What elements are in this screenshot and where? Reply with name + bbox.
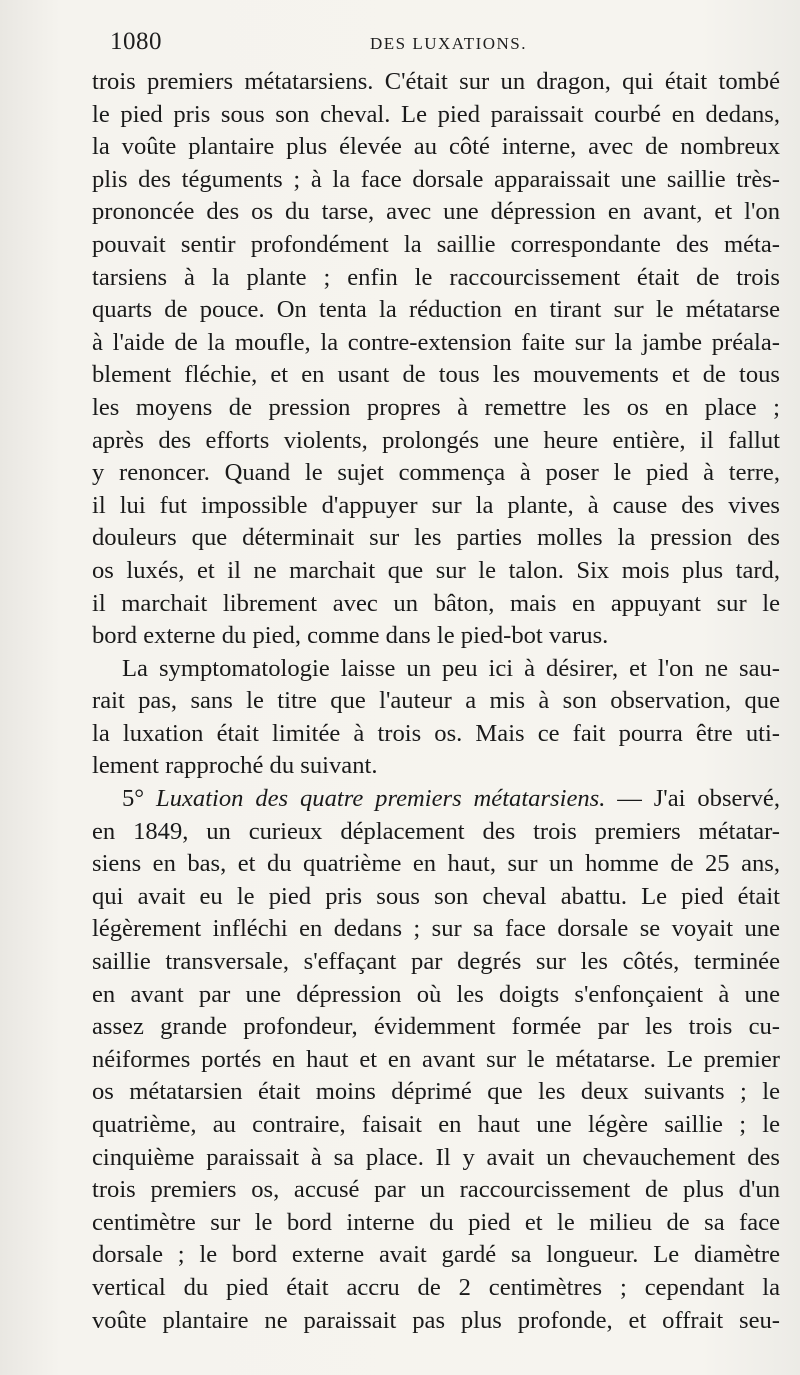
text-line: prononcée des os du tarse, avec une dépression en avant, et l'on [92,198,780,226]
text-line: plis des téguments ; à la face dorsale apparaissait une saillie très- [92,165,780,193]
text-line: trois premiers métatarsiens. C'était sur un dragon, qui était tombé [92,68,780,95]
running-title: DES LUXATIONS. [370,34,527,53]
page-number: 1080 [110,28,162,55]
text-line: siens en bas, et du quatrième en haut, sur un homme de 25 ans, [92,850,780,878]
page-header [0,28,800,62]
text-line: assez grande profondeur, évidemment formée par les trois cu- [92,1013,780,1041]
section-number: 5° [122,785,145,813]
text-line: qui avait eu le pied pris sous son cheval abattu. Le pied était [92,882,780,910]
text-line: quatrième, au contraire, faisait en haut une légère saillie ; le [92,1111,780,1138]
text-line: néiformes portés en haut et en avant sur le métatarse. Le premier [92,1045,780,1073]
text-line: blement fléchie, et en usant de tous les mouvements et de tous [92,361,780,389]
paragraph-1 [92,66,780,653]
text-line: os luxés, et il ne marchait que sur le talon. Six mois plus tard, [92,556,780,584]
text-line: lement rapproché du suivant. [92,752,378,780]
text-line: vertical du pied était accru de 2 centimètres ; cependant la [92,1273,780,1301]
text-line: il marchait librement avec un bâton, mais en appuyant sur le [92,589,780,617]
text-line: centimètre sur le bord interne du pied et le milieu de sa face [92,1208,780,1236]
text-line: os métatarsien était moins déprimé que les deux suivants ; le [92,1078,780,1106]
text-line: rait pas, sans le titre que l'auteur a mis à son observation, que [92,687,780,715]
text-line: pouvait sentir profondément la saillie correspondante des méta- [92,230,780,258]
text-line: voûte plantaire ne paraissait pas plus profonde, et offrait seu- [92,1306,780,1334]
text-line: dorsale ; le bord externe avait gardé sa longueur. Le diamètre [92,1241,780,1269]
text-line: à l'aide de la moufle, la contre-extension faite sur la jambe préala- [92,328,780,356]
text-line: les moyens de pression propres à remettre les os en place ; [92,393,780,421]
text-line: tarsiens à la plante ; enfin le raccourcissement était de trois [92,263,780,291]
text-line: y renoncer. Quand le sujet commença à poser le pied à terre, [92,459,780,487]
body-text [92,66,780,1337]
text-line: quarts de pouce. On tenta la réduction en tirant sur le métatarse [92,296,780,324]
text-line: la voûte plantaire plus élevée au côté interne, avec de nombreux [92,133,780,161]
text-line: le pied pris sous son cheval. Le pied paraissait courbé en dedans, [92,100,780,128]
paragraph-2 [92,653,780,783]
paragraph-3 [92,783,780,1337]
text-line: la luxation était limitée à trois os. Mais ce fait pourra être uti- [92,719,780,747]
text-line: légèrement infléchi en dedans ; sur sa face dorsale se voyait une [92,915,780,943]
text-line: en avant par une dépression où les doigts s'enfonçaient à une [92,980,780,1008]
text-line: La symptomatologie laisse un peu ici à désirer, et l'on ne sau- [122,654,780,682]
text-line: cinquième paraissait à sa place. Il y avait un chevauchement des [92,1143,780,1171]
section-title: Luxation des quatre premiers métatarsiens. [156,785,606,813]
text-line: il lui fut impossible d'appuyer sur la plante, à cause des vives [92,491,780,519]
text-line: en 1849, un curieux déplacement des trois premiers métatar- [92,817,780,845]
section-first-line-rest: — J'ai observé, [617,785,780,813]
text-line: saillie transversale, s'effaçant par degrés sur les côtés, terminée [92,948,780,976]
text-line: bord externe du pied, comme dans le pied-bot varus. [92,622,609,650]
text-line: douleurs que déterminait sur les parties molles la pression des [92,524,780,552]
text-line: après des efforts violents, prolongés une heure entière, il fallut [92,426,780,454]
text-line: trois premiers os, accusé par un raccourcissement de plus d'un [92,1176,780,1204]
section-heading-line [92,783,780,816]
